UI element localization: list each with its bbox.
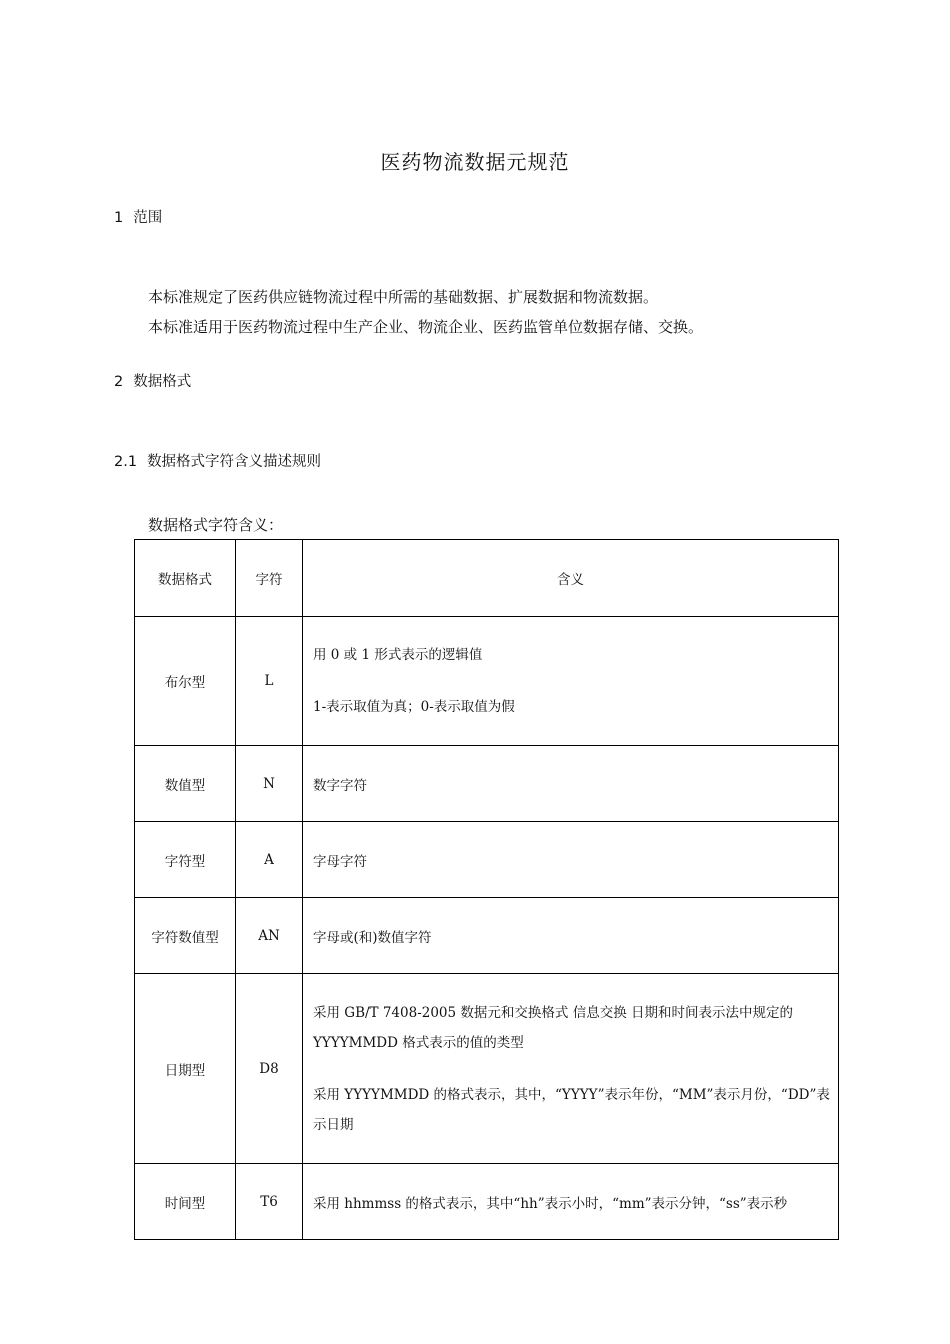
cell-char: N (236, 746, 303, 822)
page-title: 医药物流数据元规范 (380, 150, 570, 174)
table-row (135, 617, 839, 746)
table-row (135, 898, 839, 974)
data-format-table (134, 539, 839, 1240)
cell-meaning: 字母字符 (303, 822, 839, 898)
table-row (135, 746, 839, 822)
cell-format: 字符数值型 (135, 898, 236, 974)
cell-format: 布尔型 (135, 617, 236, 746)
header-format: 数据格式 (135, 540, 236, 617)
cell-format: 时间型 (135, 1164, 236, 1240)
table-row (135, 974, 839, 1164)
table-caption: 数据格式字符含义： (148, 516, 284, 534)
meaning-line: 采用 GB/T 7408-2005 数据元和交换格式 信息交换 日期和时间表示法中规定的 YYYYMMDD 格式表示的值的类型 (313, 1004, 793, 1051)
scope-paragraph-1: 本标准规定了医药供应链物流过程中所需的基础数据、扩展数据和物流数据。 (148, 288, 659, 306)
section-1-title: 范围 (133, 210, 163, 226)
cell-char: T6 (236, 1164, 303, 1240)
section-1-heading (114, 206, 162, 227)
scope-paragraph-2: 本标准适用于医药物流过程中生产企业、物流企业、医药监管单位数据存储、交换。 (148, 318, 704, 336)
section-2-heading (114, 370, 191, 391)
cell-format: 数值型 (135, 746, 236, 822)
cell-format: 字符型 (135, 822, 236, 898)
section-2-number: 2 (114, 374, 124, 390)
section-2-1-title: 数据格式字符含义描述规则 (147, 454, 322, 470)
section-1-number: 1 (114, 210, 124, 226)
cell-char: L (236, 617, 303, 746)
cell-format: 日期型 (135, 974, 236, 1164)
table-header-row (135, 540, 839, 617)
meaning-line: 1-表示取值为真；0-表示取值为假 (313, 699, 515, 715)
cell-meaning (303, 617, 839, 746)
table-row (135, 822, 839, 898)
cell-meaning: 采用 hhmmss 的格式表示，其中“hh”表示小时，“mm”表示分钟，“ss”表示秒 (303, 1164, 839, 1240)
section-2-1-heading (114, 450, 321, 471)
section-2-title: 数据格式 (133, 374, 192, 390)
cell-meaning (303, 974, 839, 1164)
section-2-1-number: 2.1 (114, 454, 138, 470)
cell-char: A (236, 822, 303, 898)
cell-char: AN (236, 898, 303, 974)
meaning-line: 用 0 或 1 形式表示的逻辑值 (313, 647, 483, 663)
table-row (135, 1164, 839, 1240)
cell-char: D8 (236, 974, 303, 1164)
header-char: 字符 (236, 540, 303, 617)
cell-meaning: 字母或(和)数值字符 (303, 898, 839, 974)
header-meaning: 含义 (303, 540, 839, 617)
meaning-line: 采用 YYYYMMDD 的格式表示，其中，“YYYY”表示年份，“MM”表示月份，“DD”表示日期 (313, 1086, 830, 1133)
cell-meaning: 数字字符 (303, 746, 839, 822)
